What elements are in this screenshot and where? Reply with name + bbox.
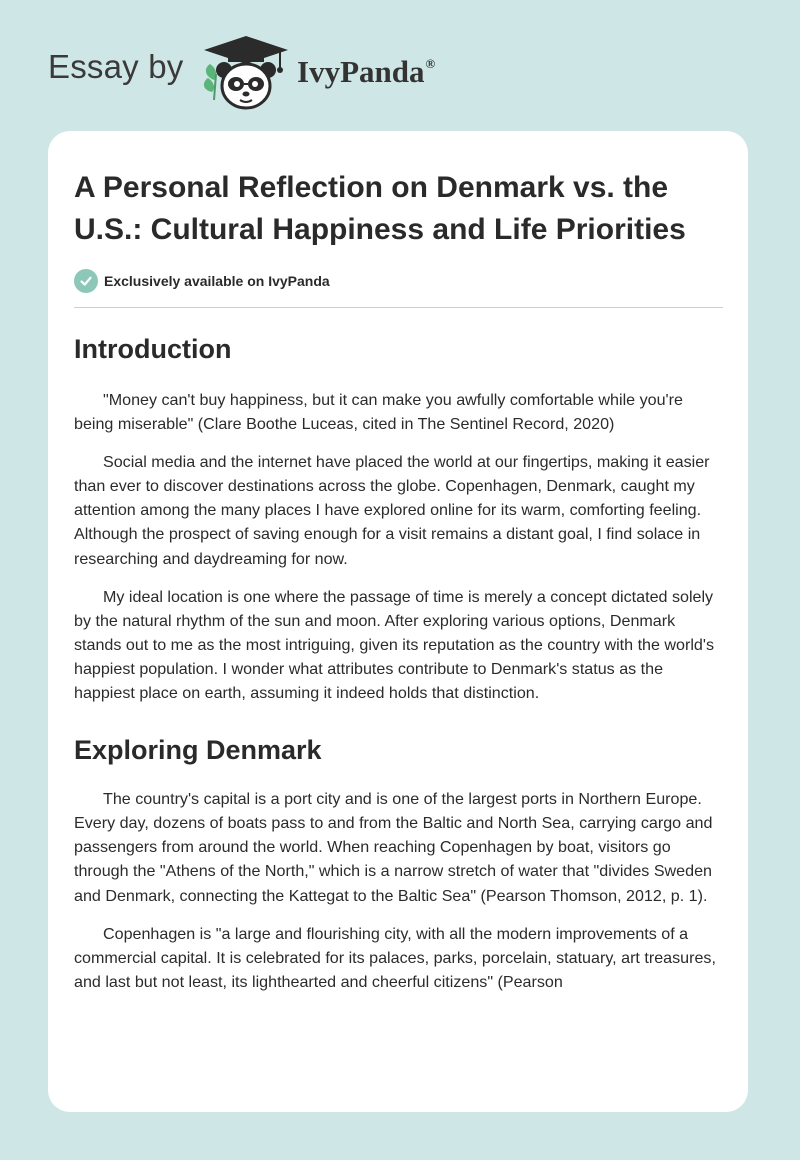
brand-logo-text[interactable]: [297, 54, 435, 90]
panda-graduate-icon[interactable]: [200, 34, 292, 112]
brand-name: IvyPanda: [297, 54, 425, 89]
leaf-icon: [204, 64, 216, 100]
site-header: [0, 0, 800, 130]
paragraph: The country's capital is a port city and is one of the largest ports in Northern Europe. Every day, dozens of boats pass to and from the Baltic and North Sea, carrying cargo and passengers from around the world. When reaching Copenhagen by boat, visitors go through the "Athens of the North," which is a narrow stretch of water that "divides Sweden and Denmark, connecting the Kattegat to the Baltic Sea" (Pearson Thomson, 2012, p. 1).: [74, 790, 713, 905]
paragraph: "Money can't buy happiness, but it can make you awfully comfortable while you're being miserable" (Clare Boothe Luceas, cited in The Sentinel Record, 2020): [74, 391, 683, 434]
paragraph: Social media and the internet have placed the world at our fingertips, making it easier than ever to discover destinations across the globe. Copenhagen, Denmark, caught my attention among the many places I have explored online for its warm, comforting feeling. Although the prospect of saving enough for a visit remains a distant goal, I find solace in researching and daydreaming for now.: [74, 453, 710, 568]
essay-card: [48, 131, 748, 1112]
paragraph: My ideal location is one where the passage of time is merely a concept dictated solely by the natural rhythm of the sun and moon. After exploring various options, Denmark stands out to me as the most intriguing, given its reputation as the country with the world's happiest population. I wonder what attributes contribute to Denmark's status as the happiest place on earth, assuming it indeed holds that distinction.: [74, 587, 715, 703]
registered-mark: ®: [425, 56, 436, 71]
essay-content: [74, 167, 724, 994]
section-heading-exploring-denmark: Exploring Denmark: [74, 735, 322, 766]
exclusive-badge-label: Exclusively available on IvyPanda: [104, 273, 330, 289]
essay-title: A Personal Reflection on Denmark vs. the U.S.: Cultural Happiness and Life Priorities: [74, 171, 686, 246]
check-circle-icon: [74, 269, 98, 293]
essay-by-label: Essay by: [48, 48, 184, 85]
title-divider: [74, 307, 723, 308]
exclusive-badge: [74, 269, 724, 293]
paragraph: Copenhagen is "a large and flourishing city, with all the modern improvements of a commercial capital. It is celebrated for its palaces, parks, porcelain, statuary, art treasures, and last but not least, its lighthearted and cheerful citizens" (Pearson: [74, 924, 716, 991]
section-heading-introduction: Introduction: [74, 334, 232, 364]
